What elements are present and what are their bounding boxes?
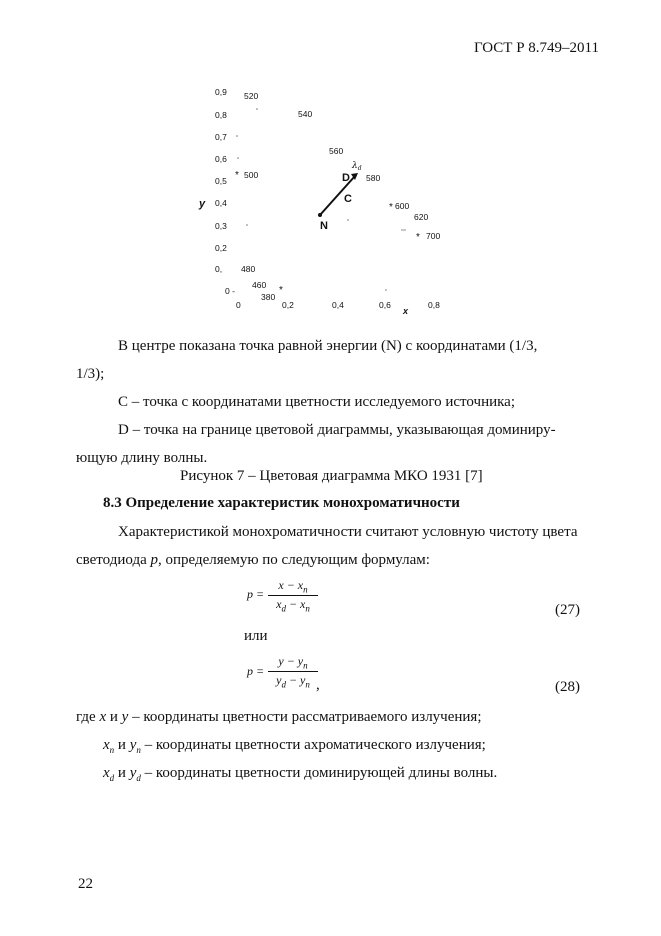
- x-tick-label: 0: [236, 300, 241, 310]
- paragraph-n-point-cont: [76, 360, 104, 388]
- marker-star-500: *: [235, 170, 239, 181]
- text-line: Характеристикой монохроматичности считают условную чистоту цвета: [118, 524, 578, 540]
- formula-28-numerator: [268, 654, 318, 672]
- marker-star-460: *: [279, 285, 283, 296]
- figure-caption: Рисунок 7 – Цветовая диаграмма МКО 1931 [7]: [180, 468, 483, 484]
- wavelength-label-520: 520: [244, 91, 259, 101]
- wavelength-label-540: 540: [298, 109, 313, 119]
- wavelength-label-500: 500: [244, 170, 259, 180]
- formula-27-denominator: [268, 596, 318, 613]
- wavelength-label-700: 700: [426, 231, 441, 241]
- y-tick-label: 0,7: [215, 132, 227, 142]
- formula-28-fraction: [268, 654, 318, 690]
- faint-dot: [246, 224, 248, 226]
- subscript: n: [305, 603, 310, 614]
- text-line: и: [114, 737, 130, 753]
- equation-number-28: (28): [555, 679, 580, 695]
- formula-text: y − y: [278, 654, 304, 668]
- subscript: d: [136, 773, 141, 783]
- text-line: 1/3);: [76, 366, 105, 382]
- formula-text: y: [276, 673, 282, 688]
- formula-28-comma: ,: [316, 677, 320, 693]
- text-line: где: [76, 709, 100, 725]
- formula-text: − x: [285, 597, 306, 612]
- paragraph-d-point: [118, 416, 556, 444]
- x-tick-label: 0,4: [332, 300, 344, 310]
- x-axis-label: x: [403, 306, 409, 314]
- text-line: ющую длину волны.: [76, 450, 208, 466]
- paragraph-n-point: [118, 332, 537, 360]
- or-text: или: [244, 628, 268, 644]
- definition-xd-yd: [103, 759, 497, 792]
- formula-28-lhs: p =: [247, 664, 265, 678]
- document-header: ГОСТ Р 8.749–2011: [473, 40, 599, 56]
- formula-text: − y: [285, 673, 306, 688]
- text-line: D – точка на границе цветовой диаграммы, указывающая доминиру-: [118, 422, 556, 438]
- text-line: светодиода: [76, 552, 151, 568]
- point-n-label: N: [320, 220, 328, 232]
- marker-star-700: *: [416, 232, 420, 243]
- wavelength-label-600: 600: [395, 201, 410, 211]
- paragraph-c-point: [118, 388, 515, 416]
- paragraph-monochromaticity-cont: [76, 546, 430, 574]
- variable-y: y: [121, 709, 129, 725]
- y-tick-label: 0,4: [215, 198, 227, 208]
- faint-dot: [237, 157, 239, 159]
- text-line: – координаты цветности ахроматического излучения;: [140, 737, 486, 753]
- wavelength-label-480: 480: [241, 264, 256, 274]
- faint-dot: [236, 135, 238, 137]
- formula-text: x: [276, 597, 282, 612]
- variable-x: x: [103, 765, 110, 781]
- variable-x: x: [103, 737, 110, 753]
- paragraph-monochromaticity: [118, 518, 577, 546]
- text-line: и: [114, 765, 130, 781]
- point-n-dot: [318, 213, 322, 217]
- subscript: n: [109, 745, 115, 755]
- y-tick-label: 0,6: [215, 154, 227, 164]
- subscript: n: [303, 584, 308, 595]
- text-line: С – точка с координатами цветности исследуемого источника;: [118, 394, 516, 410]
- wavelength-label-460: 460: [252, 280, 267, 290]
- text-line: – координаты цветности рассматриваемого излучения;: [128, 709, 482, 725]
- subscript: d: [109, 773, 115, 783]
- variable-p: p: [150, 552, 159, 568]
- section-heading: 8.3 Определение характеристик монохроматичности: [103, 495, 460, 511]
- variable-y: y: [129, 737, 137, 753]
- text-line: – координаты цветности доминирующей длины волны.: [140, 765, 498, 781]
- subscript: n: [136, 745, 141, 755]
- equation-number-27: (27): [555, 602, 580, 618]
- formula-28-denominator: [268, 672, 318, 689]
- subscript: n: [305, 679, 310, 690]
- text-line: , определяемую по следующим формулам:: [158, 552, 430, 568]
- y-tick-label: 0,9: [215, 87, 227, 97]
- variable-y: y: [129, 765, 137, 781]
- variable-x: x: [99, 709, 107, 725]
- text-line: В центре показана точка равной энергии (N) с координатами (1/3,: [118, 338, 538, 354]
- wavelength-label-620: 620: [414, 212, 429, 222]
- y-axis-label: y: [199, 198, 206, 210]
- formula-27-numerator: [268, 578, 318, 596]
- point-d-label: D: [342, 172, 350, 184]
- subscript: d: [281, 603, 286, 614]
- point-c-label: C: [344, 193, 352, 205]
- page-number: 22: [78, 876, 93, 892]
- x-tick-label: 0,8: [428, 300, 440, 310]
- formula-27-fraction: [268, 578, 318, 614]
- faint-dot: [385, 289, 387, 291]
- formula-text: x − x: [278, 578, 304, 592]
- faint-dot: [347, 219, 349, 221]
- y-tick-label: 0,5: [215, 176, 227, 186]
- formula-27-lhs: p =: [247, 587, 265, 601]
- wavelength-label-560: 560: [329, 146, 344, 156]
- y-tick-label: 0,8: [215, 110, 227, 120]
- subscript: d: [281, 679, 286, 690]
- text-line: и: [106, 709, 122, 725]
- y-tick-label: 0,: [215, 264, 223, 274]
- definition-x-y: [76, 703, 482, 731]
- y-tick-label: 0,3: [215, 221, 227, 231]
- lambda-d-label: $\lambda_d$: [352, 161, 362, 172]
- wavelength-label-580: 580: [366, 173, 381, 183]
- faint-dot: [256, 108, 258, 110]
- marker-star-600: *: [389, 202, 393, 213]
- x-tick-label: 0,6: [379, 300, 391, 310]
- wavelength-label-380: 380: [261, 292, 276, 302]
- subscript: n: [303, 660, 308, 671]
- cie-chromaticity-diagram: [190, 82, 450, 314]
- x-tick-label: 0,2: [282, 300, 294, 310]
- y-tick-label: 0 -: [225, 286, 235, 296]
- y-tick-label: 0,2: [215, 243, 227, 253]
